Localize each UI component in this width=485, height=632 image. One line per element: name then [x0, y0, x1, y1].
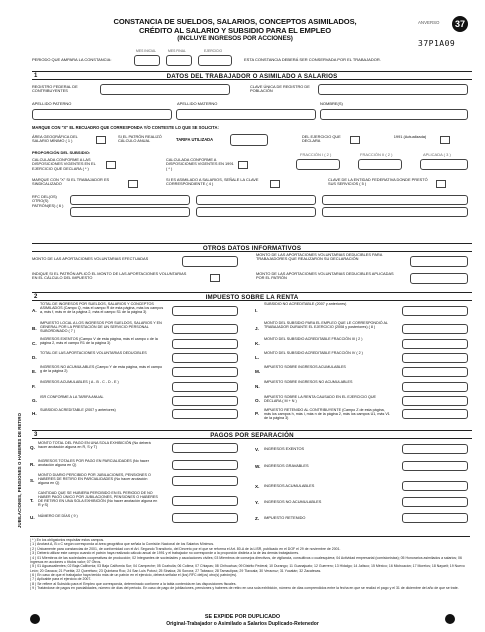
footnotes-divider: [30, 536, 470, 537]
fraccion2-field[interactable]: [358, 159, 402, 170]
isr-row-label: IMPUESTO SOBRE INGRESOS ACUMULABLES: [264, 365, 346, 369]
tarifa-field[interactable]: [230, 134, 268, 146]
isr-row-label: IMPUESTO RETENIDO AL CONTRIBUYENTE (Campo Z de esta página, más los campos h, más i, más n de la página 2, más los campos U1, más V1 de la página 3): [264, 408, 390, 421]
footnote-item: ( 1 ) Anotará A, B o C según corresponda al área geográfica que señala la Comisión Nacional de los Salarios Mínimos.: [30, 542, 215, 547]
separacion-row-field[interactable]: [172, 496, 238, 506]
isr-row-label: IMPUESTO SOBRE LA RENTA CAUSADO EN EL EJERCICIO QUE DECLARA ( M + N ): [264, 395, 377, 404]
footnote-item: ( 4 ) 01 Miembros de las sociedades cooperativas de producción; 02 Integrantes de sociedades y asociaciones civiles; 03 Miembros de consejos directivos, de vigilancia, consultivos o cualesquiera; 04 Actividad empresarial (comisionistas); 05 Honorarios asimilados a salarios; 06 Ingresos en acciones u títulos valor; 07 Otros.: [30, 555, 462, 564]
section-1-title: DATOS DEL TRABAJADOR O ASIMILADO A SALARIOS: [166, 73, 338, 80]
separacion-row-label: CANTIDAD QUE SE HUBIERA PERCIBIDO EN EL PERIODO DE NO HABER PAGO ÚNICO POR JUBILACIONES, PENSIONES O HABERES DE RETIRO EN UNA SOLA EXHIBICIÓN (No hacer anotación alguna en R y S): [38, 491, 158, 508]
instruction-text: MARQUE CON "X" EL RECUADRO QUE CORRESPONDA Y/O CONTESTE LO QUE SE SOLICITA:: [32, 125, 219, 130]
form-title-line3: (INCLUYE INGRESOS POR ACCIONES): [177, 35, 293, 42]
separacion-row-label: INGRESOS TOTALES POR PAGO EN PARCIALIDADES (No hacer anotación alguna en Q): [38, 459, 149, 468]
rfc-otro-field-2[interactable]: [196, 195, 316, 205]
separacion-row-letter: U.: [30, 515, 35, 520]
rfc-otro-field-4[interactable]: [70, 207, 190, 217]
mes-final-label: MES FINAL: [168, 49, 186, 53]
separacion-row-letter: Z.: [255, 516, 260, 521]
conserve-note: ESTA CONSTANCIA DEBERÁ SER CONSERVADA POR EL TRABAJADOR.: [244, 57, 381, 62]
calc-1991-label: CALCULADA CONFORME A DISPOSICIONES VIGENTES EN 1991 ( * ): [166, 157, 234, 171]
calculo-anual-label: SI EL PATRÓN REALIZÓ CÁLCULO ANUAL: [118, 134, 162, 144]
del-ejercicio-check[interactable]: [350, 136, 360, 144]
curp-field[interactable]: [318, 84, 468, 95]
isr-row-letter: H.: [32, 411, 37, 416]
indique-label: INDIQUE SI EL PATRÓN APLICÓ EL MONTO DE LAS APORTACIONES VOLUNTARIAS EN EL CÁLCULO DEL IMPUESTO: [32, 271, 187, 281]
isr-row-letter: G.: [32, 398, 37, 403]
section-2-title: IMPUESTO SOBRE LA RENTA: [205, 294, 299, 301]
section-1-number: 1: [34, 73, 38, 79]
isr-row-letter: L.: [255, 354, 260, 360]
rfc-otro-field-5[interactable]: [196, 207, 316, 217]
isr-row-letter: E.: [32, 369, 37, 374]
isr-row-label: INGRESOS NO ACUMULABLES (Campo Y de esta página, más el campo g de la página 2): [40, 365, 163, 374]
rfc-otro-field-3[interactable]: [322, 195, 468, 205]
footnote-item: ( 2 ) Únicamente para constancias de 2001, de conformidad con el Art. Segundo Transitorio, del Decreto por el que se reforma el Art. 80-A de la LISR, publicado en el DOF el 29 de noviembre de 2001.: [30, 546, 341, 551]
isr-row-field[interactable]: [402, 353, 468, 363]
separacion-row-label: INGRESOS GRAVABLES: [264, 463, 309, 468]
separacion-row-label: IMPUESTO RETENIDO: [264, 515, 306, 520]
nombres-field[interactable]: [320, 109, 468, 120]
indique-check[interactable]: [210, 274, 220, 282]
separacion-row-field[interactable]: [172, 476, 238, 486]
y1991-label: 1991 (Actualizada): [393, 134, 427, 139]
isr-row-field[interactable]: [402, 396, 468, 406]
isr-row-letter: I.: [255, 308, 258, 313]
fraccion1-field[interactable]: [296, 159, 340, 170]
tarifa-label: TARIFA UTILIZADA: [176, 137, 214, 142]
fraccion2-label: FRACCIÓN II ( 2 ): [360, 152, 393, 157]
isr-row-letter: P.: [255, 411, 259, 416]
form-title-line2: CRÉDITO AL SALARIO Y SUBSIDIO PARA EL EMPLEO: [138, 26, 332, 35]
calc-vigentes-label: CALCULADA CONFORME A LAS DISPOSICIONES VIGENTES EN EL EJERCICIO QUE DECLARA ( * ): [32, 157, 96, 171]
y1991-check[interactable]: [440, 136, 450, 144]
fraccion1-label: FRACCIÓN I ( 2 ): [300, 152, 332, 157]
rfc-field[interactable]: [100, 84, 230, 95]
paterno-field[interactable]: [32, 109, 172, 120]
separacion-row-letter: S.: [30, 478, 35, 483]
footnote-item: ( 5 ) 01 Aguascalientes; 02 Baja California; 03 Baja California Sur; 04 Campeche; 05 Coahuila; 06 Colima; 07 Chiapas; 08 Chihuahua; 09 Distrito Federal; 10 Durango; 11 Guanajuato; 12 Guerrero; 13 Hidalgo; 14 Jalisco; 15 México; 16 Michoacán; 17 Morelos; 18 Nayarit; 19 Nuevo León; 20 Oaxaca; 21 Puebla; 22 Querétaro; 23 Quintana Roo; 24 San Luis Potosí; 25 Sinaloa; 26 Sonora; 27 Tabasco; 28 Tamaulipas; 29 Tlaxcala; 30 Veracruz; 31 Yucatán; 32 Zacatecas.: [30, 564, 465, 573]
separacion-row-field[interactable]: [172, 513, 238, 523]
separacion-row-field[interactable]: [172, 443, 238, 453]
isr-row-label: MONTO DEL SUBSIDIO PARA EL EMPLEO QUE LE CORRESPONDIÓ AL TRABAJADOR DURANTE EL EJERCICIO (2008 y posteriores) ( 8 ): [264, 321, 388, 330]
del-ejercicio-label: DEL EJERCICIO QUE DECLARA: [302, 134, 341, 144]
vol-efectuadas-label: MONTO DE LAS APORTACIONES VOLUNTARIAS EFECTUADAS: [32, 256, 149, 261]
entidad-field[interactable]: [436, 180, 446, 188]
separacion-row-field[interactable]: [402, 481, 468, 491]
separacion-row-field[interactable]: [402, 461, 468, 471]
ejercicio-label: EJERCICIO: [204, 49, 223, 53]
isr-row-field[interactable]: [402, 367, 468, 377]
isr-row-label: TOTAL DE INGRESOS POR SUELDOS, SALARIOS Y CONCEPTOS ASIMILADOS (Campo Q, más el campo R de esta página, más los campos a, más f, más m de la página 2, más el campo S1 de la página 3): [40, 302, 164, 315]
isr-row-letter: N.: [255, 384, 260, 389]
footnote-item: ( 9 ) Tratándose de pagos en parcialidades, número de días del periodo. En caso de pago de jubilaciones, pensiones y haberes de retiro en una sola exhibición, número de días comprendidos entre la fecha en que se realizó el pago y el 31 de diciembre del año de que se trate.: [30, 586, 459, 591]
vol-aplicadas-field[interactable]: [410, 273, 468, 284]
rfc-otro-field-1[interactable]: [70, 195, 190, 205]
jubilaciones-side-label: JUBILACIONES, PENSIONES O HABERES DE RETIRO: [17, 412, 22, 528]
vol-deducibles-label: MONTO DE LAS APORTACIONES VOLUNTARIAS DEDUCIBLES PARA TRABAJADORES QUE REALIZARON SU DECLARACIÓN: [256, 252, 383, 262]
periodo-label: PERIODO QUE AMPARA LA CONSTANCIA:: [32, 57, 112, 62]
section-3-title: PAGOS POR SEPARACIÓN: [210, 432, 294, 439]
isr-row-label: INGRESOS ACUMULABLES ( A - B - C - D - E ): [40, 380, 119, 384]
materno-label: APELLIDO MATERNO: [177, 101, 218, 106]
isr-row-field[interactable]: [172, 339, 238, 349]
section-2-header: [32, 292, 472, 301]
area-geo-label: ÁREA GEOGRÁFICA DEL SALARIO MÍNIMO ( 1 ): [32, 134, 78, 144]
isr-row-label: IMPUESTO LOCAL A LOS INGRESOS POR SUELDOS, SALARIOS Y EN GENERAL POR LA PRESTACIÓN DE UN SERVICIO PERSONAL SUBORDINADO ( 7 ): [40, 321, 162, 334]
isr-row-letter: K.: [255, 340, 260, 346]
separacion-row-label: INGRESOS NO ACUMULABLES: [264, 499, 322, 504]
isr-row-label: SUBSIDIO NO ACREDITABLE (2007 y anteriores): [264, 302, 347, 306]
isr-row-label: IMPUESTO SOBRE INGRESOS NO ACUMULABLES: [264, 380, 353, 384]
isr-row-label: MONTO DEL SUBSIDIO ACREDITABLE FRACCIÓN IV ( 2 ): [264, 351, 363, 355]
otros-datos-title: OTROS DATOS INFORMATIVOS: [202, 245, 302, 252]
isr-row-letter: O.: [255, 398, 260, 403]
isr-row-field[interactable]: [172, 396, 238, 406]
footnote-item: ( 8 ) Se refiere al Subsidio para el Empleo que corresponda, determinado conforme a la tabla contenida en las disposiciones fiscales.: [30, 581, 237, 586]
rfc-otros-label: RFC DEL(OS) OTRO(S) PATRÓN(ES) ( 6 ): [32, 194, 64, 208]
isr-row-field[interactable]: [172, 324, 238, 334]
separacion-row-letter: V.: [255, 447, 259, 452]
aplicada-field[interactable]: [420, 159, 468, 170]
entidad-label: CLAVE DE LA ENTIDAD FEDERATIVA DONDE PRESTÓ SUS SERVICIOS ( 5 ): [328, 177, 428, 187]
footer-line1: SE EXPIDE POR DUPLICADO: [204, 614, 281, 620]
isr-row-field[interactable]: [402, 409, 468, 419]
isr-row-field[interactable]: [402, 382, 468, 392]
isr-row-label: SUBSIDIO ACREDITABLE (2007 y anteriores): [40, 408, 116, 412]
isr-row-field[interactable]: [172, 306, 238, 316]
section-3-number: 3: [34, 432, 38, 438]
separacion-row-letter: Q.: [30, 445, 35, 450]
isr-row-letter: J.: [255, 325, 259, 331]
asimilado-field[interactable]: [270, 180, 280, 188]
rfc-label: REGISTRO FEDERAL DE CONTRIBUYENTES: [32, 84, 78, 94]
separacion-row-letter: X.: [255, 484, 260, 489]
separacion-row-field[interactable]: [402, 444, 468, 454]
isr-row-field[interactable]: [172, 367, 238, 377]
folio-code: 37P1A09: [418, 39, 456, 48]
separacion-row-letter: W.: [255, 464, 261, 469]
isr-row-letter: D.: [32, 354, 37, 360]
isr-row-letter: A.: [32, 308, 37, 313]
separacion-row-label: INGRESOS ACUMULABLES: [264, 483, 315, 488]
vol-efectuadas-field[interactable]: [182, 256, 238, 267]
isr-row-field[interactable]: [402, 339, 468, 349]
separacion-row-label: NÚMERO DE DÍAS ( 9 ): [38, 514, 78, 518]
separacion-row-letter: R.: [30, 461, 35, 467]
isr-row-label: MONTO DEL SUBSIDIO ACREDITABLE FRACCIÓN III ( 2 ): [264, 337, 363, 341]
vol-deducibles-field[interactable]: [410, 256, 468, 267]
isr-row-letter: F.: [32, 384, 36, 389]
separacion-row-field[interactable]: [172, 460, 238, 470]
footnote-item: ( 3 ) Deberá utilizar este campo cuando el patrón haya realizado cálculo anual de 1991 y el trabajador no corresponde a la proporción distinta a la de las demás trabajadores.: [30, 551, 300, 556]
section-2-number: 2: [34, 294, 38, 300]
isr-row-label: INGRESOS EXENTOS (Campo V de esta página, más el campo c de la página 2, más el campo R1 de la página 3): [40, 337, 158, 346]
area-geo-field[interactable]: [96, 136, 106, 144]
section-1-header: [32, 71, 472, 80]
aplicada-label: APLICADA ( 3 ): [423, 152, 451, 157]
isr-row-field[interactable]: [172, 353, 238, 363]
footnote-item: ( * ) En los obligatorios requisitar estos campos.: [30, 538, 105, 542]
footnotes: [30, 538, 470, 591]
sindicalizado-check[interactable]: [128, 180, 138, 188]
footnote-item: ( 7 ) Aplicable para el ejercicio de 2007.: [30, 577, 92, 582]
isr-row-label: TOTAL DE LAS APORTACIONES VOLUNTARIAS DEDUCIBLES: [40, 351, 147, 355]
sindicalizado-label: MARQUE CON "X" SI EL TRABAJADOR ES SINDICALIZADO: [32, 177, 110, 187]
calc-vigentes-check[interactable]: [106, 161, 116, 169]
mes-final-field[interactable]: [166, 55, 192, 66]
separacion-row-label: MONTO DIARIO PERCIBIDO POR JUBILACIONES, PENSIONES O HABERES DE RETIRO EN PARCIALIDADES (No hacer anotación alguna en Q): [38, 473, 151, 486]
otros-datos-header: [32, 243, 472, 252]
separacion-row-label: MONTO TOTAL DEL PAGO EN UNA SOLA EXHIBICIÓN (No deberá hacer anotación alguna en R, S y T): [38, 441, 151, 450]
mes-inicial-label: MES INICIAL: [136, 49, 157, 53]
isr-row-letter: M.: [255, 369, 261, 374]
separacion-row-field[interactable]: [402, 513, 468, 523]
footer-line2: Original-Trabajador o Asimilado a Salarios Duplicado-Retenedor: [166, 621, 319, 627]
rfc-otro-field-6[interactable]: [322, 207, 468, 217]
proporcion-subsidio-label: PROPORCIÓN DEL SUBSIDIO:: [32, 150, 91, 155]
isr-row-letter: C.: [32, 340, 37, 346]
separacion-row-letter: T.: [30, 498, 34, 503]
isr-row-field[interactable]: [402, 324, 468, 334]
ejercicio-field[interactable]: [198, 55, 232, 66]
isr-row-label: ISR CONFORME A LA TARIFA ANUAL: [40, 395, 104, 399]
separacion-row-field[interactable]: [402, 497, 468, 507]
anverso-label: ANVERSO: [418, 20, 440, 25]
isr-row-field[interactable]: [172, 382, 238, 392]
isr-row-field[interactable]: [402, 306, 468, 316]
materno-field[interactable]: [176, 109, 316, 120]
mes-inicial-field[interactable]: [134, 55, 160, 66]
paterno-label: APELLIDO PATERNO: [32, 101, 72, 106]
curp-label: CLAVE ÚNICA DE REGISTRO DE POBLACIÓN: [250, 84, 310, 94]
isr-row-letter: B.: [32, 325, 37, 331]
form-number-badge: 37: [452, 16, 468, 32]
nombres-label: NOMBRE(S): [320, 101, 343, 106]
footnote-item: ( 6 ) En caso de que el trabajador haya tenido más de un patrón en el ejercicio, deberá señalar el (los) RFC del(os) otro(s) patrón(es).: [30, 573, 238, 577]
separacion-row-label: INGRESOS EXENTOS: [264, 446, 305, 451]
separacion-row-letter: Y.: [255, 500, 259, 505]
isr-row-field[interactable]: [172, 409, 238, 419]
calc-1991-check[interactable]: [238, 161, 248, 169]
section-3-header: [32, 430, 472, 439]
asimilado-label: SI ES ASIMILADO A SALARIOS, SEÑALE LA CLAVE CORRESPONDIENTE ( 4 ): [166, 177, 259, 187]
form-title-line1: CONSTANCIA DE SUELDOS, SALARIOS, CONCEPTOS ASIMILADOS,: [113, 17, 357, 26]
vol-aplicadas-label: MONTO DE LAS APORTACIONES VOLUNTARIAS DEDUCIBLES APLICADAS POR EL PATRÓN: [256, 271, 394, 281]
